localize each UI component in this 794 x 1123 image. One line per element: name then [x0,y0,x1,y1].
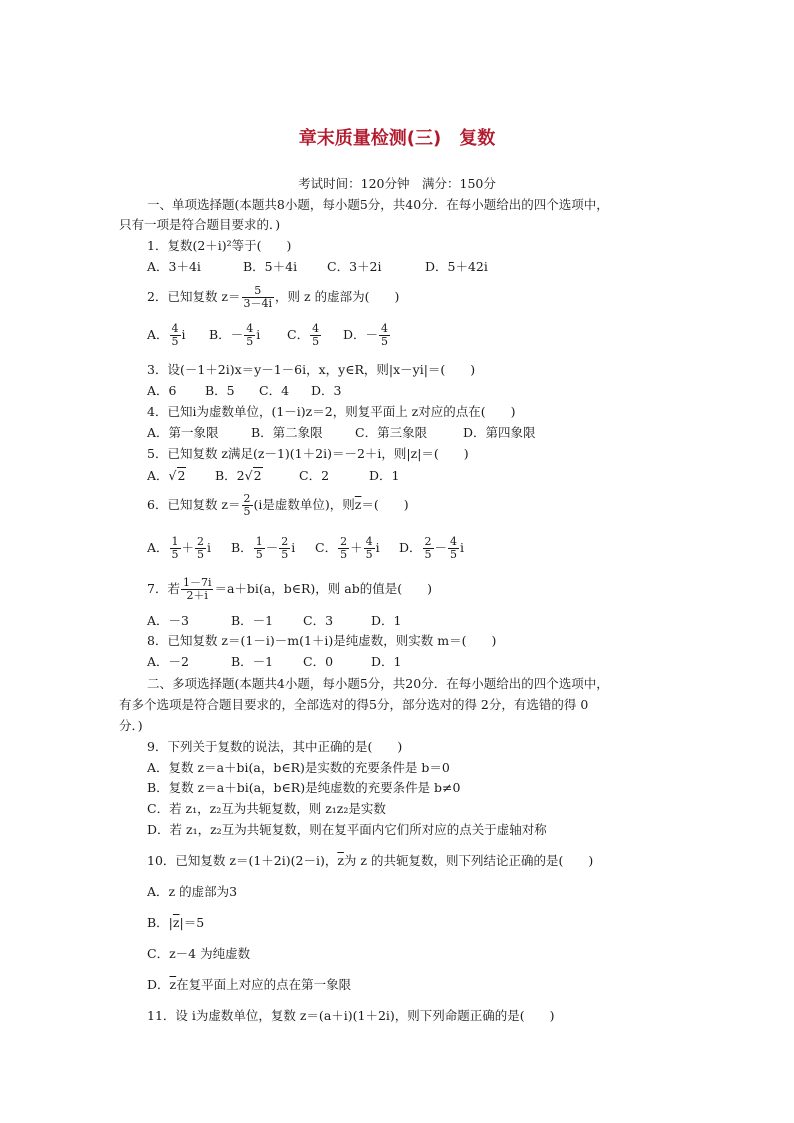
question-4-options [147,425,536,441]
q6-option-d: D． $\frac{2}{5}$ － $\frac{4}{5}$ i [399,535,465,561]
q6-conjugate-z: $\overline{z}$ [354,497,362,512]
question-3: 3．设(－1＋2i)x＝y－1－6i，x，y∈R，则|x－yi|＝( ) [147,362,476,377]
q10-option-a: A．z 的虚部为3 [147,884,238,899]
q2-denominator: 3－4i [243,297,273,310]
section2-heading-line2: 有多个选项是符合题目要求的，全部选对的得5分，部分选对的得 2分，有选错的得 0 [119,697,589,712]
q5-option-d: D．1 [369,468,400,483]
question-8: 8．已知复数 z＝(1－i)－m(1＋i)是纯虚数，则实数 m＝( ) [147,633,497,648]
q5-option-c: C．2 [299,468,330,483]
q2-fraction [242,285,275,310]
q8-option-a: A．－2 [147,654,189,669]
q10-option-c: C．z－4 为纯虚数 [147,946,251,961]
question-6-options [147,535,464,561]
q7-option-c: C．3 [303,613,334,628]
q2-numerator: 5 [242,285,275,298]
section1-heading-line1: 一、单项选择题(本题共8小题，每小题5分，共40分．在每小题给出的四个选项中， [147,197,609,212]
q9-option-b: B．复数 z＝a＋bi(a，b∈R)是纯虚数的充要条件是 b≠0 [147,780,461,795]
q10-option-b: B．$|\overline{z}|=5$ [147,915,205,930]
question-5: 5．已知复数 z满足(z－1)(1＋2i)＝－2＋i，则|z|＝( ) [147,446,469,461]
q1-option-b: B．5＋4i [243,259,298,274]
q2-option-a: A． $\frac{4}{5}$ i [147,322,186,348]
q8-option-d: D．1 [371,654,402,669]
question-3-options [147,383,341,399]
q5-option-b: B．2√2 [215,468,262,483]
question-4: 4．已知i为虚数单位，(1－i)z＝2，则复平面上 z对应的点在( ) [147,404,516,419]
q10-conjugate-z: $\overline{z}$ [337,853,344,868]
section2-heading-line1: 二、多项选择题(本题共4小题，每小题5分，共20分．在每小题给出的四个选项中， [147,676,609,691]
q6-option-a: A． $\frac{1}{5}$ ＋ $\frac{2}{5}$ i [147,535,212,561]
question-10: 10．已知复数 z＝(1＋2i)(2－i)，$\overline{z}$为 z 的共轭复数，则下列结论正确的是( ) [147,853,594,868]
q2-stem-post: ，则 z 的虚部为( ) [275,289,400,304]
q1-option-a: A．3＋4i [147,259,201,274]
q6-fraction: $\frac{2}{5}$ [243,492,251,518]
q4-option-a: A．第一象限 [147,425,219,440]
q9-option-c: C．若 z₁，z₂互为共轭复数，则 z₁z₂是实数 [147,801,386,816]
q3-option-d: D．3 [311,383,342,398]
q7-option-d: D．1 [371,613,402,628]
question-2-options [147,322,391,348]
q4-option-b: B．第二象限 [251,425,323,440]
q3-option-c: C．4 [259,383,290,398]
section1-heading-line2: 只有一项是符合题目要求的．) [119,217,281,232]
q9-option-d: D．若 z₁，z₂互为共轭复数，则在复平面内它们所对应的点关于虚轴对称 [147,822,547,837]
question-5-options [147,467,399,484]
question-8-options [147,654,401,670]
question-7: 7．若 $\frac{1-7i}{2+i}$ ＝a＋bi(a，b∈R)，则 ab的值是( ) [147,576,432,602]
q8-option-b: B．－1 [231,654,274,669]
q2-option-b: B．－ $\frac{4}{5}$ i [209,322,261,348]
question-7-options [147,613,401,629]
q8-option-c: C．0 [303,654,334,669]
q1-option-c: C．3＋2i [327,259,382,274]
q7-fraction: $\frac{1-7i}{2+i}$ [182,576,212,602]
q5-option-a: A．√2 [147,468,186,483]
question-1: 1．复数(2＋i)²等于( ) [147,238,292,253]
q10-option-d: D．$\overline{z}$在复平面上对应的点在第一象限 [147,977,352,992]
question-11: 11．设 i为虚数单位，复数 z＝(a＋i)(1＋2i)，则下列命题正确的是( ) [147,1008,555,1023]
q1-option-d: D．5＋42i [425,259,488,274]
q6-option-c: C． $\frac{2}{5}$ ＋ $\frac{4}{5}$ i [315,535,380,561]
q9-option-a: A．复数 z＝a＋bi(a，b∈R)是实数的充要条件是 b＝0 [147,760,450,775]
question-1-options [147,259,488,275]
q4-option-d: D．第四象限 [463,425,536,440]
q7-option-b: B．－1 [231,613,274,628]
q2-option-c: C． $\frac{4}{5}$ [287,322,320,348]
question-2 [147,284,399,310]
q7-option-a: A．－3 [147,613,189,628]
page-title: 章末质量检测(三) 复数 [298,128,496,149]
q6-option-b: B． $\frac{1}{5}$ － $\frac{2}{5}$ i [231,535,296,561]
exam-info: 考试时间：120分钟 满分：150分 [298,176,496,191]
q3-option-b: B．5 [205,383,235,398]
question-9: 9．下列关于复数的说法，其中正确的是( ) [147,739,403,754]
section2-heading-line3: 分．) [119,718,143,733]
q2-option-d: D．－ $\frac{4}{5}$ [343,322,389,348]
question-6: 6．已知复数 z＝ $\frac{2}{5}$ (i是虚数单位)，则$\overline{z}=$( ) [147,492,409,518]
q2-stem-pre: 2．已知复数 z＝ [147,289,241,304]
q3-option-a: A．6 [147,383,177,398]
q4-option-c: C．第三象限 [355,425,428,440]
